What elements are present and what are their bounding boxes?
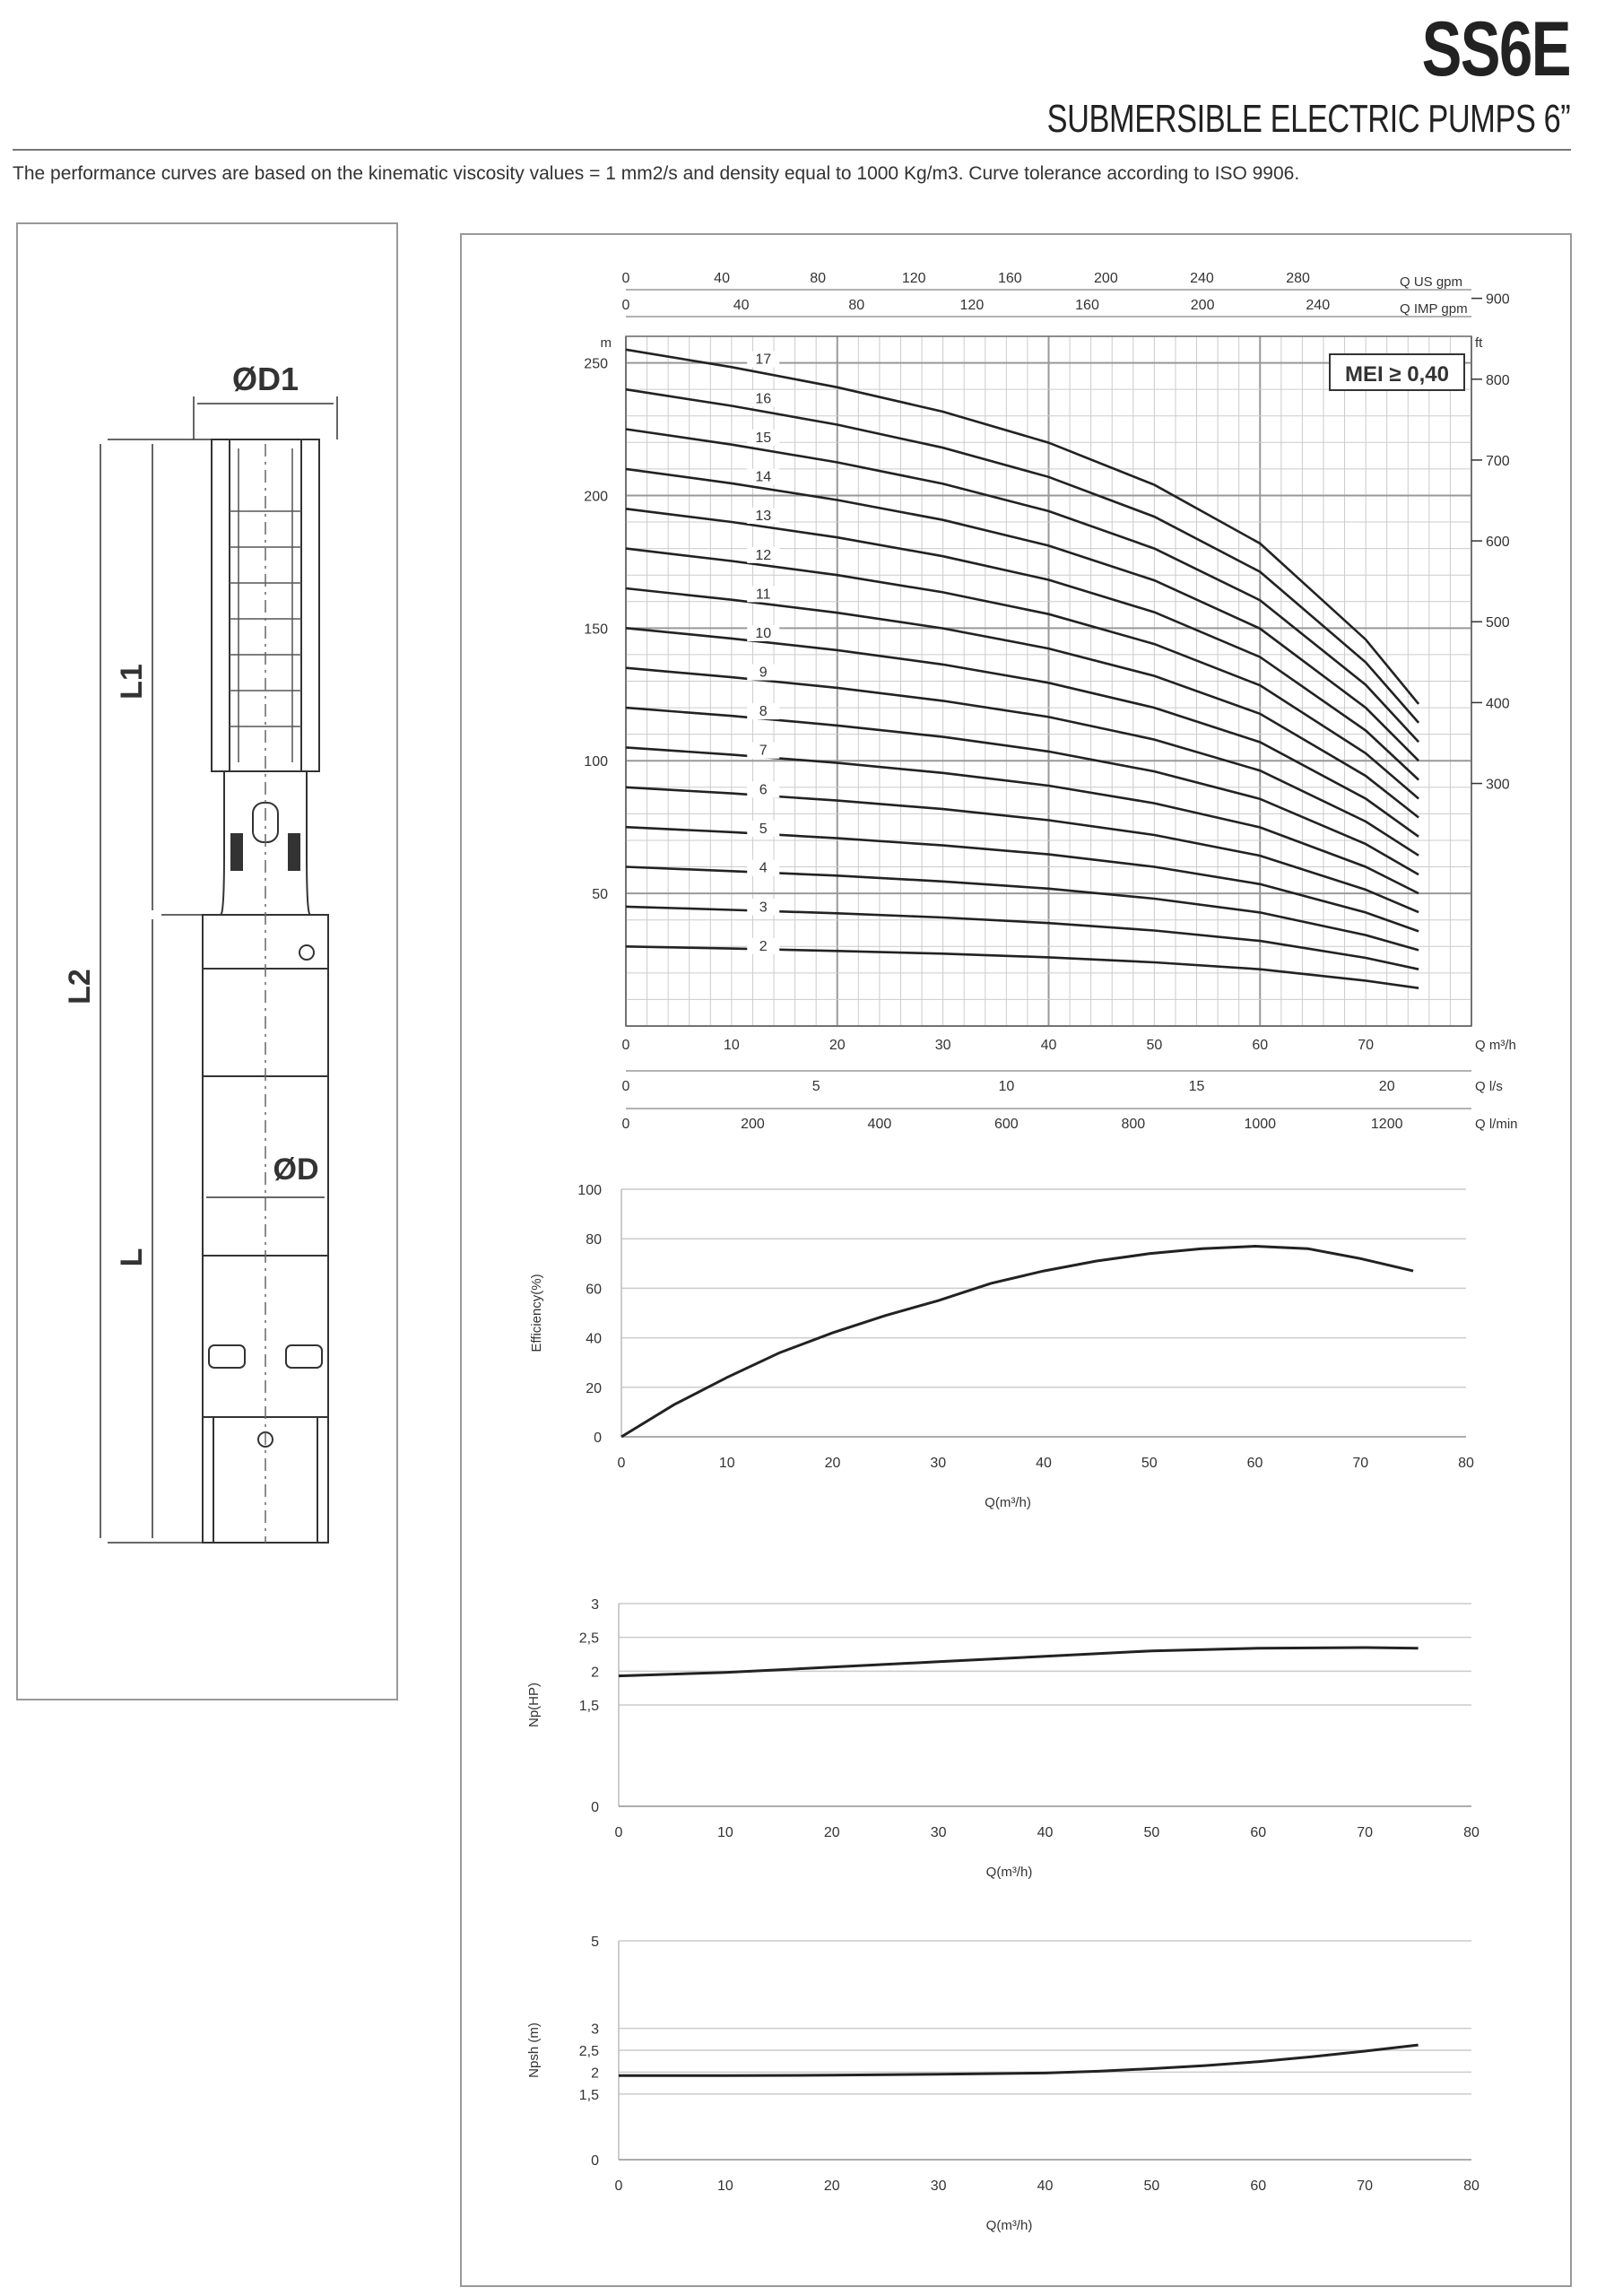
head-x-tick-label: 0 <box>621 1038 630 1053</box>
head-top-axis-tick-label: 0 <box>621 298 630 313</box>
npsh-y-tick-label: 0 <box>591 2153 599 2169</box>
power-x-tick-label: 0 <box>614 1825 623 1840</box>
head-bottom-axis-tick-label: 200 <box>741 1117 765 1132</box>
stage-label-16: 16 <box>755 391 772 407</box>
head-top-axis-tick-label: 280 <box>1286 271 1310 286</box>
cable-clamp-right <box>289 834 299 870</box>
dimension-l1-label: L1 <box>115 664 149 700</box>
stage-label-15: 15 <box>755 430 772 446</box>
dimension-l2-label: L2 <box>63 969 97 1004</box>
efficiency-x-tick-label: 70 <box>1352 1456 1369 1471</box>
head-x-tick-label: 50 <box>1146 1038 1163 1053</box>
head-ft-tick-label: 500 <box>1486 615 1510 631</box>
head-x-tick-label: 40 <box>1040 1038 1057 1053</box>
stage-label-13: 13 <box>755 509 772 525</box>
head-bottom-axis-tick-label: 0 <box>621 1117 630 1132</box>
stage-label-2: 2 <box>759 938 768 954</box>
head-ft-tick-label: 800 <box>1486 372 1510 388</box>
head-bottom-axis-tick-label: 1000 <box>1244 1117 1277 1132</box>
head-top-axis-tick-label: 40 <box>714 271 730 286</box>
head-top-axis-tick-label: 0 <box>621 271 630 286</box>
head-curve-4 <box>626 867 1419 951</box>
npsh-y-axis-label: Npsh (m) <box>526 2022 542 2078</box>
power-y-tick-label: 0 <box>591 1800 599 1815</box>
power-x-tick-label: 10 <box>716 1825 733 1840</box>
stage-label-6: 6 <box>759 782 768 798</box>
power-x-tick-label: 20 <box>823 1825 840 1840</box>
head-bottom-axis-tick-label: 600 <box>994 1117 1019 1132</box>
stage-label-5: 5 <box>759 821 768 837</box>
head-top-axis-label: Q US gpm <box>1400 274 1463 290</box>
npsh-x-tick-label: 40 <box>1037 2179 1054 2194</box>
stage-label-10: 10 <box>755 625 772 641</box>
head-y-tick-label: 250 <box>584 356 608 372</box>
head-x-tick-label: 30 <box>934 1038 951 1053</box>
stage-label-4: 4 <box>759 860 768 876</box>
dimension-d-label: ØD <box>273 1152 319 1187</box>
efficiency-x-tick-label: 0 <box>617 1456 626 1471</box>
npsh-y-tick-label: 5 <box>591 1935 599 1950</box>
head-curve-9 <box>626 668 1419 856</box>
pump-drawing-panel <box>16 222 398 1700</box>
page-subtitle: SUBMERSIBLE ELECTRIC PUMPS 6” <box>1046 97 1570 141</box>
efficiency-x-tick-label: 80 <box>1458 1456 1474 1471</box>
head-ft-tick-label: 400 <box>1486 696 1510 712</box>
page-title: SS6E <box>1421 6 1570 92</box>
head-chart <box>584 235 1517 1132</box>
dimension-l-label: L <box>115 1248 149 1267</box>
stage-label-3: 3 <box>759 900 768 916</box>
npsh-y-tick-label: 2,5 <box>578 2044 599 2059</box>
power-x-tick-label: 80 <box>1463 1825 1480 1840</box>
npsh-x-tick-label: 80 <box>1463 2179 1480 2194</box>
pump-drawing <box>18 224 396 1699</box>
stage-label-8: 8 <box>759 704 768 720</box>
head-x-axis-label: Q m³/h <box>1475 1038 1516 1053</box>
power-x-tick-label: 70 <box>1357 1825 1374 1840</box>
efficiency-x-tick-label: 20 <box>824 1456 841 1471</box>
npsh-y-tick-label: 3 <box>591 2022 599 2038</box>
head-ft-tick-label: 600 <box>1486 535 1510 551</box>
npsh-x-tick-label: 50 <box>1143 2179 1160 2194</box>
efficiency-y-tick-label: 80 <box>586 1232 602 1248</box>
power-x-axis-label: Q(m³/h) <box>985 1865 1033 1880</box>
head-bottom-axis-tick-label: 1200 <box>1370 1117 1403 1132</box>
head-curve-3 <box>626 907 1419 970</box>
head-ft-tick-label: 700 <box>1486 453 1510 469</box>
head-top-axis-tick-label: 160 <box>997 271 1022 286</box>
head-x-tick-label: 10 <box>723 1038 740 1053</box>
head-y-tick-label: 200 <box>584 489 608 505</box>
head-top-axis-tick-label: 240 <box>1306 298 1331 313</box>
head-bottom-axis-label: Q l/min <box>1475 1117 1518 1132</box>
efficiency-y-tick-label: 60 <box>586 1282 602 1298</box>
stage-label-14: 14 <box>755 469 772 485</box>
power-y-tick-label: 1,5 <box>578 1699 599 1714</box>
stage-label-11: 11 <box>755 587 771 603</box>
head-top-axis-tick-label: 120 <box>901 271 926 286</box>
efficiency-x-tick-label: 10 <box>718 1456 735 1471</box>
head-top-axis-tick-label: 240 <box>1190 271 1214 286</box>
head-y-tick-label: 150 <box>584 622 608 638</box>
stage-label-12: 12 <box>755 547 772 563</box>
efficiency-x-tick-label: 60 <box>1246 1456 1263 1471</box>
efficiency-y-tick-label: 40 <box>586 1331 602 1347</box>
head-bottom-axis-tick-label: 20 <box>1378 1079 1395 1094</box>
head-top-axis-tick-label: 40 <box>733 298 750 313</box>
npsh-y-tick-label: 1,5 <box>578 2087 599 2103</box>
efficiency-x-tick-label: 30 <box>930 1456 947 1471</box>
head-bottom-axis-label: Q l/s <box>1475 1079 1503 1094</box>
head-top-axis-tick-label: 120 <box>959 298 985 313</box>
npsh-curve <box>619 2045 1419 2075</box>
mei-badge: MEI ≥ 0,40 <box>1345 362 1449 387</box>
head-top-axis-label: Q IMP gpm <box>1400 301 1468 317</box>
power-y-tick-label: 2,5 <box>578 1631 599 1647</box>
head-ft-tick-label: 300 <box>1486 777 1510 793</box>
power-y-axis-label: Np(HP) <box>526 1682 542 1728</box>
efficiency-curve <box>621 1247 1413 1438</box>
npsh-chart <box>526 1935 1480 2233</box>
head-curve-8 <box>626 708 1419 874</box>
efficiency-x-axis-label: Q(m³/h) <box>985 1495 1031 1510</box>
efficiency-chart <box>529 1183 1474 1510</box>
efficiency-y-tick-label: 0 <box>594 1431 602 1446</box>
npsh-x-tick-label: 0 <box>614 2179 623 2194</box>
header-divider <box>13 149 1571 151</box>
head-x-tick-label: 20 <box>829 1038 846 1053</box>
power-x-tick-label: 50 <box>1143 1825 1160 1840</box>
curves-note: The performance curves are based on the kinematic viscosity values = 1 mm2/s and density equal to 1000 Kg/m3. Curve tolerance according to ISO 9906. <box>13 163 1300 184</box>
head-bottom-axis-tick-label: 10 <box>998 1079 1015 1094</box>
npsh-x-tick-label: 60 <box>1250 2179 1267 2194</box>
efficiency-x-tick-label: 50 <box>1141 1456 1158 1471</box>
head-y-axis-label: m <box>600 335 612 351</box>
efficiency-y-tick-label: 100 <box>577 1183 602 1198</box>
head-bottom-axis-tick-label: 15 <box>1188 1079 1205 1094</box>
power-y-tick-label: 2 <box>591 1665 599 1681</box>
dimension-d1-label: ØD1 <box>231 361 299 397</box>
head-top-axis-tick-label: 80 <box>810 271 827 286</box>
power-x-tick-label: 30 <box>930 1825 947 1840</box>
head-bottom-axis-tick-label: 0 <box>621 1079 630 1094</box>
head-bottom-axis-tick-label: 800 <box>1121 1117 1146 1132</box>
head-top-axis-tick-label: 80 <box>848 298 865 313</box>
head-ft-tick-label: 900 <box>1486 291 1510 308</box>
power-x-tick-label: 40 <box>1037 1825 1054 1840</box>
head-y-tick-label: 50 <box>592 887 608 903</box>
head-top-axis-tick-label: 200 <box>1094 271 1118 286</box>
power-y-tick-label: 3 <box>591 1597 599 1613</box>
power-x-tick-label: 60 <box>1250 1825 1267 1840</box>
head-curve-17 <box>626 350 1419 704</box>
head-top-axis-tick-label: 200 <box>1190 298 1215 313</box>
efficiency-x-tick-label: 40 <box>1036 1456 1052 1471</box>
npsh-x-axis-label: Q(m³/h) <box>985 2218 1033 2233</box>
charts-canvas <box>462 235 1570 2285</box>
head-curve-15 <box>626 430 1419 743</box>
head-top-axis-tick-label: 160 <box>1075 298 1099 313</box>
npsh-x-tick-label: 20 <box>823 2179 840 2194</box>
head-bottom-axis-tick-label: 400 <box>867 1117 892 1132</box>
head-bottom-axis-tick-label: 5 <box>811 1079 820 1094</box>
efficiency-y-tick-label: 20 <box>586 1380 602 1396</box>
head-curve-16 <box>626 389 1419 723</box>
stage-label-17: 17 <box>755 352 772 368</box>
head-y-tick-label: 100 <box>584 754 608 770</box>
charts-panel <box>460 233 1572 2287</box>
stage-label-9: 9 <box>759 665 768 681</box>
stage-label-7: 7 <box>759 743 768 759</box>
head-ft-axis-label: ft <box>1475 335 1483 351</box>
head-curve-2 <box>626 946 1419 987</box>
cable-clamp-left <box>231 834 242 870</box>
npsh-y-tick-label: 2 <box>591 2066 599 2082</box>
head-x-tick-label: 70 <box>1358 1038 1375 1053</box>
head-x-tick-label: 60 <box>1252 1038 1269 1053</box>
npsh-x-tick-label: 70 <box>1357 2179 1374 2194</box>
npsh-x-tick-label: 30 <box>930 2179 947 2194</box>
npsh-x-tick-label: 10 <box>716 2179 733 2194</box>
efficiency-y-axis-label: Efficiency(%) <box>529 1274 544 1352</box>
power-chart <box>526 1597 1480 1880</box>
